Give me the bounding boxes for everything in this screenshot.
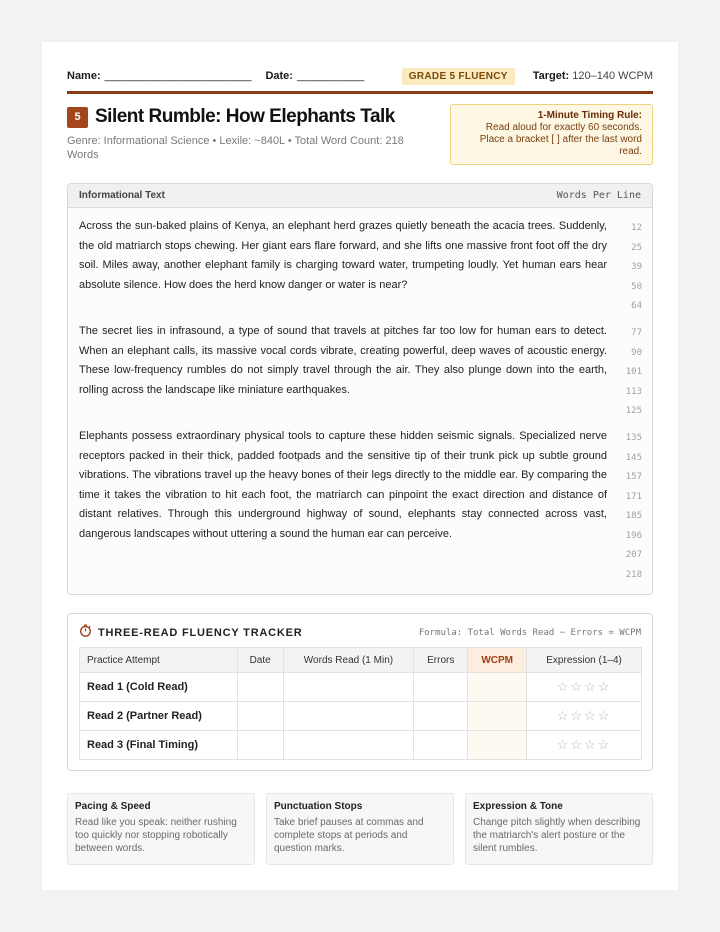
passage-number: 5 [67, 107, 88, 128]
tip-card-punctuation [266, 793, 454, 865]
wcpm-cell[interactable] [468, 731, 527, 760]
attempt-label: Read 3 (Final Timing) [80, 731, 238, 760]
tip-card-expression [465, 793, 653, 865]
word-count: 135 [625, 433, 642, 443]
tip-body: Take brief pauses at commas and complete stops at periods and question marks. [274, 817, 424, 854]
fluency-tracker [67, 613, 653, 771]
attempt-label: Read 1 (Cold Read) [80, 673, 238, 702]
words-read-cell[interactable] [283, 673, 414, 702]
attempt-label: Read 2 (Partner Read) [80, 702, 238, 731]
col-expression: Expression (1–4) [527, 648, 642, 673]
tip-title: Punctuation Stops [274, 801, 363, 812]
tip-title: Expression & Tone [473, 801, 563, 812]
passage-title: Silent Rumble: How Elephants Talk [95, 106, 395, 127]
errors-cell[interactable] [414, 702, 468, 731]
name-field[interactable] [67, 70, 251, 82]
word-count: 157 [625, 472, 642, 482]
name-label: Name: [67, 70, 101, 82]
word-count: 196 [625, 530, 642, 541]
word-count: 218 [625, 569, 642, 580]
tip-title: Pacing & Speed [75, 801, 151, 812]
word-count: 12 [631, 223, 642, 233]
passage-meta: Genre: Informational Science • Lexile: ~840L • Total Word Count: 218 Words [67, 135, 404, 161]
worksheet-page [42, 42, 678, 890]
table-row [80, 731, 642, 760]
word-count: 171 [625, 491, 642, 502]
timing-rule-title: 1-Minute Timing Rule: [537, 110, 642, 121]
wcpm-formula: Formula: Total Words Read − Errors = WCPM [418, 628, 641, 638]
table-header-row [80, 648, 642, 673]
tracker-table [79, 647, 642, 760]
name-blank[interactable]: ________________________ [104, 70, 252, 82]
stopwatch-icon [79, 624, 92, 642]
word-count: 185 [625, 511, 642, 521]
target-info [533, 70, 653, 82]
grade-badge: GRADE 5 FLUENCY [402, 68, 515, 85]
col-date: Date [237, 648, 283, 673]
tip-card-pacing [67, 793, 255, 865]
target-value: 120–140 WCPM [572, 70, 653, 82]
timing-rule-line1: Read aloud for exactly 60 seconds. [485, 122, 642, 133]
words-read-cell[interactable] [283, 731, 414, 760]
passage-heading [67, 106, 427, 162]
errors-cell[interactable] [414, 673, 468, 702]
table-row [80, 673, 642, 702]
date-blank[interactable]: ___________ [296, 70, 365, 82]
wcpm-cell[interactable] [468, 673, 527, 702]
word-count: 39 [631, 262, 642, 272]
date-cell[interactable] [237, 702, 283, 731]
tracker-header [79, 625, 641, 641]
wcpm-cell[interactable] [468, 702, 527, 731]
words-read-cell[interactable] [283, 702, 414, 731]
word-count: 101 [625, 367, 642, 377]
header-rule [67, 91, 653, 94]
col-words-read: Words Read (1 Min) [283, 648, 414, 673]
col-practice-attempt: Practice Attempt [80, 648, 238, 673]
date-cell[interactable] [237, 673, 283, 702]
paragraph-3: Elephants possess extraordinary physical tools to capture these hidden seismic signals. Specialized nerve receptors packed in their thick, padded footpads and the sensitive tip of their trunk pick up subtle ground vibrations. The vibrations travel up the heavy bones of their legs directly to the middle ear. By comparing the time it takes the vibration to hit each foot, the matriarch can pinpoint the exact direction and distance of distant relatives. Through this underground highway of sound, elephants stay connected across vast, dangerous landscapes without uttering a sound the human ear can perceive. [79, 430, 607, 540]
words-per-line-label: Words Per Line [556, 190, 641, 201]
target-label: Target: [532, 70, 570, 82]
paragraph-1: Across the sun-baked plains of Kenya, an elephant herd grazes quietly beneath the acacia trees. Suddenly, the old matriarch stops chewing. Her giant ears flare forward, and she lifts one massive front foot off the dry soil. Miles away, another elephant family is charging toward water, trumpeting loudly. Yet human ears hear absolute silence. How does the herd know danger or water is near? [79, 220, 607, 291]
word-count: 125 [625, 406, 642, 416]
text-panel-header [68, 184, 652, 208]
tips-row [67, 793, 653, 865]
word-count: 50 [631, 281, 642, 292]
table-row [80, 702, 642, 731]
header-row [67, 68, 653, 84]
word-count-column [602, 184, 642, 595]
col-wcpm: WCPM [468, 648, 527, 673]
date-cell[interactable] [237, 731, 283, 760]
word-count: 64 [631, 301, 642, 311]
col-errors: Errors [414, 648, 468, 673]
paragraph-2: The secret lies in infrasound, a type of sound that travels at pitches far too low for human ears to detect. When an elephant calls, its massive vocal cords vibrate, creating powerful, deep waves of acoustic energy. These low-frequency rumbles do not simply travel through the air. They also plunge down into the earth, rolling across the landscape like miniature earthquakes. [79, 325, 607, 396]
date-label: Date: [265, 70, 293, 82]
text-panel-title: Informational Text [79, 190, 165, 201]
expression-stars[interactable]: ☆☆☆☆ [527, 673, 642, 702]
tracker-title: THREE-READ FLUENCY TRACKER [98, 627, 303, 639]
timing-rule-box [450, 104, 653, 165]
word-count: 145 [625, 452, 642, 463]
word-count: 113 [625, 386, 642, 397]
date-field[interactable] [265, 70, 364, 82]
errors-cell[interactable] [414, 731, 468, 760]
tip-body: Read like you speak: neither rushing too quickly nor stopping robotically between words. [75, 817, 237, 854]
expression-stars[interactable]: ☆☆☆☆ [527, 731, 642, 760]
word-count: 90 [631, 347, 642, 358]
text-panel [67, 183, 653, 595]
timing-rule-line2: Place a bracket [ ] after the last word read. [479, 134, 642, 157]
expression-stars[interactable]: ☆☆☆☆ [527, 702, 642, 731]
word-count: 25 [631, 242, 642, 253]
word-count: 207 [625, 550, 642, 560]
word-count: 77 [631, 328, 642, 338]
tip-body: Change pitch slightly when describing the matriarch's alert posture or the silent rumbles. [473, 817, 641, 854]
